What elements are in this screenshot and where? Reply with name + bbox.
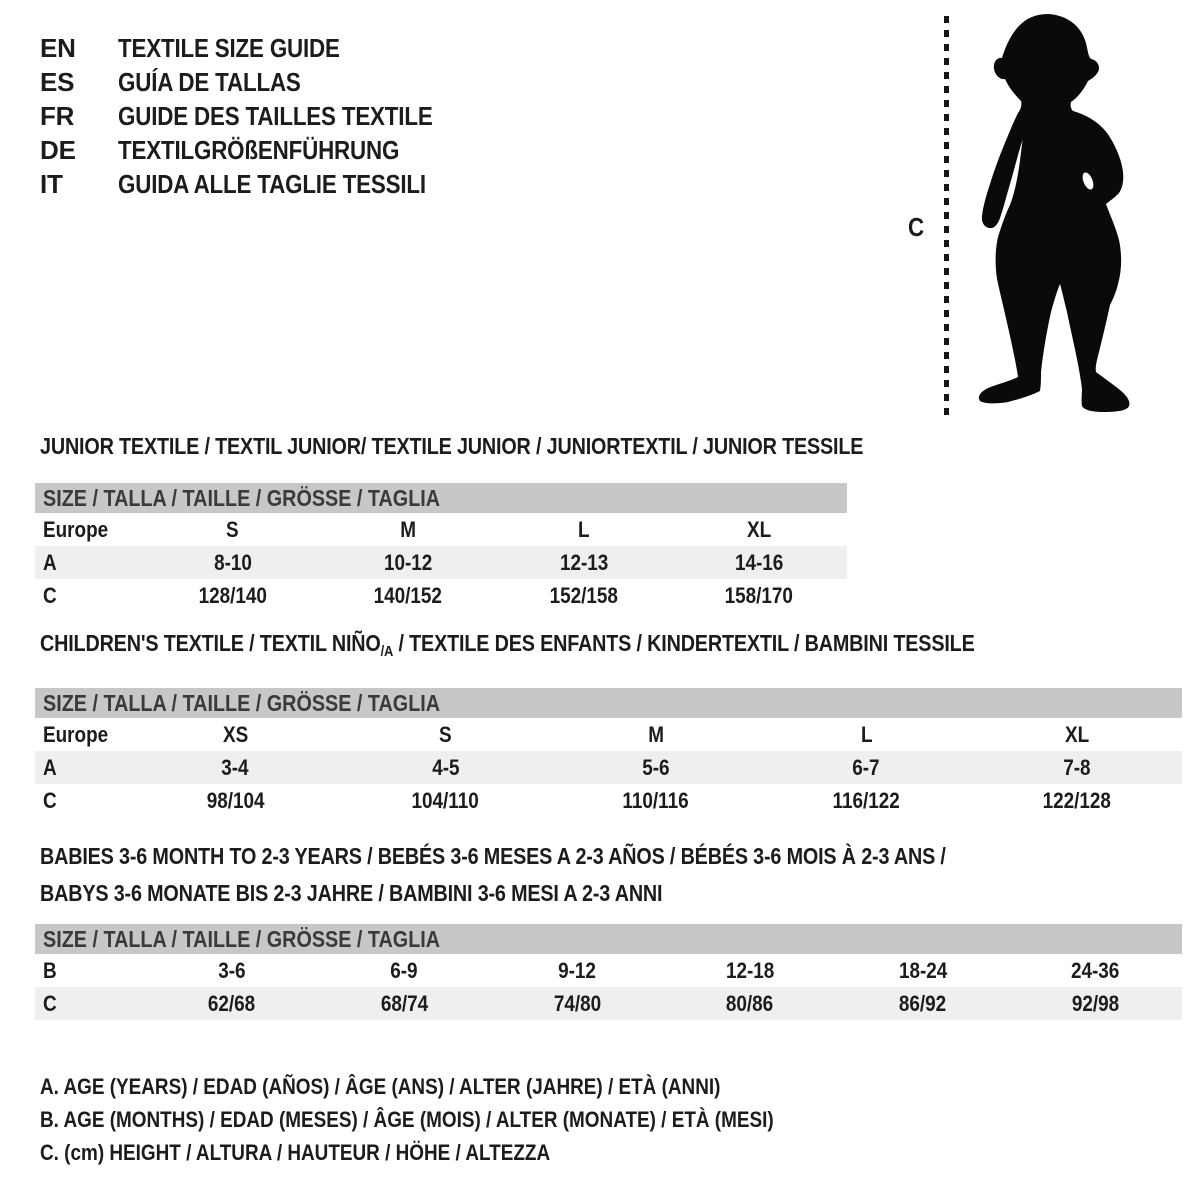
- size-cell: L: [577, 516, 590, 542]
- size-header-cell: SIZE / TALLA / TAILLE / GRÖSSE / TAGLIA: [35, 688, 1182, 718]
- size-header-cell: SIZE / TALLA / TAILLE / GRÖSSE / TAGLIA: [35, 483, 847, 513]
- value-cell: 80/86: [663, 987, 836, 1020]
- value-cell: 158/170: [725, 582, 794, 608]
- value-cell: 110/116: [622, 787, 690, 813]
- babies-section-title: [40, 838, 1093, 912]
- row-label-cell: C: [35, 987, 145, 1020]
- value-cell: 74/80: [491, 987, 664, 1020]
- value-cell: 3-6: [217, 957, 246, 983]
- value-cell: 18-24: [898, 957, 947, 983]
- value-cell: 7-8: [972, 751, 1182, 784]
- size-header-cell: SIZE / TALLA / TAILLE / GRÖSSE / TAGLIA: [35, 924, 1182, 954]
- size-cell: XL: [747, 516, 772, 542]
- value-cell: 24-36: [1071, 957, 1120, 983]
- table-row-age: [35, 751, 1182, 784]
- size-cell: S: [226, 516, 240, 542]
- value-cell: 3-4: [130, 751, 340, 784]
- language-row-de: [40, 133, 484, 167]
- value-cell: 92/98: [1009, 987, 1182, 1020]
- junior-section-title: JUNIOR TEXTILE / TEXTIL JUNIOR/ TEXTILE JUNIOR / JUNIORTEXTIL / JUNIOR TESSILE: [40, 433, 864, 459]
- value-cell: 10-12: [321, 546, 497, 579]
- value-cell: 4-5: [340, 751, 550, 784]
- value-cell: 140/152: [374, 582, 443, 608]
- nino-a-subscript: /A: [380, 643, 394, 660]
- table-row-height: [35, 579, 847, 612]
- size-cell: M: [648, 721, 664, 747]
- height-measure-dashed-line: [944, 16, 949, 416]
- language-code: ES: [40, 67, 75, 97]
- children-size-table: [35, 688, 1182, 817]
- value-cell: 12-18: [725, 957, 775, 983]
- baby-silhouette: [960, 12, 1138, 422]
- row-label-cell: A: [35, 546, 145, 579]
- value-cell: 6-9: [390, 957, 418, 983]
- value-cell: 9-12: [558, 957, 597, 983]
- table-header-row: [35, 483, 847, 513]
- value-cell: 62/68: [145, 987, 318, 1020]
- children-section-title: CHILDREN'S TEXTILE / TEXTIL $NIÑO_{/A}$ / TEXTILE DES ENFANTS / KINDERTEXTIL / BAMBINI TESSILE: [40, 630, 975, 660]
- language-code: FR: [40, 101, 75, 131]
- value-cell: 86/92: [836, 987, 1009, 1020]
- value-cell: 8-10: [145, 546, 321, 579]
- babies-title-line1: BABIES 3-6 MONTH TO 2-3 YEARS / BEBÉS 3-6 MESES A 2-3 AÑOS / BÉBÉS 3-6 MOIS À 2-3 ANS /: [40, 843, 946, 869]
- language-row-es: [40, 65, 484, 99]
- table-row-europe: [35, 718, 1182, 751]
- value-cell: 5-6: [551, 751, 761, 784]
- value-cell: 128/140: [198, 582, 267, 608]
- table-row-europe: [35, 513, 847, 546]
- language-row-en: [40, 31, 484, 65]
- language-row-fr: [40, 99, 484, 133]
- guide-title-de: TEXTILGRÖßENFÜHRUNG: [118, 135, 400, 165]
- junior-size-table: [35, 483, 847, 612]
- row-label-cell: C: [43, 582, 57, 608]
- row-label-cell: C: [43, 787, 57, 813]
- legend-age-months: B. AGE (MONTHS) / EDAD (MESES) / ÂGE (MOIS) / ALTER (MONATE) / ETÀ (MESI): [40, 1107, 774, 1132]
- value-cell: 6-7: [761, 751, 971, 784]
- legend-height-cm: C. (cm) HEIGHT / ALTURA / HAUTEUR / HÖHE / ALTEZZA: [40, 1140, 551, 1165]
- value-cell: 68/74: [318, 987, 491, 1020]
- language-title-list: [40, 31, 484, 201]
- row-label-cell: Europe: [43, 516, 109, 542]
- value-cell: 152/158: [549, 582, 618, 608]
- table-header-row: [35, 924, 1182, 954]
- value-cell: 104/110: [411, 787, 480, 813]
- guide-title-es: GUÍA DE TALLAS: [118, 67, 301, 97]
- language-row-it: [40, 167, 484, 201]
- value-cell: 98/104: [206, 787, 265, 813]
- babies-size-table: [35, 924, 1182, 1020]
- table-header-row: [35, 688, 1182, 718]
- guide-title-fr: GUIDE DES TAILLES TEXTILE: [118, 101, 433, 131]
- size-cell: M: [400, 516, 417, 542]
- legend-age-years: A. AGE (YEARS) / EDAD (AÑOS) / ÂGE (ANS) / ALTER (JAHRE) / ETÀ (ANNI): [40, 1074, 721, 1099]
- table-row-height: [35, 784, 1182, 817]
- language-code: IT: [40, 169, 63, 199]
- table-row-months: [35, 954, 1182, 987]
- size-cell: XL: [1064, 721, 1089, 747]
- size-cell: XS: [222, 721, 248, 747]
- row-label-cell: B: [43, 957, 57, 983]
- table-row-age: [35, 546, 847, 579]
- language-code: EN: [40, 33, 76, 63]
- row-label-cell: Europe: [43, 721, 109, 747]
- value-cell: 12-13: [496, 546, 672, 579]
- table-row-height: [35, 987, 1182, 1020]
- value-cell: 116/122: [832, 787, 901, 813]
- babies-title-line2: BABYS 3-6 MONATE BIS 2-3 JAHRE / BAMBINI 3-6 MESI A 2-3 ANNI: [40, 880, 663, 906]
- size-cell: L: [860, 721, 873, 747]
- height-measure-label: C: [908, 212, 925, 242]
- language-code: DE: [40, 135, 76, 165]
- row-label-cell: A: [35, 751, 130, 784]
- value-cell: 122/128: [1042, 787, 1111, 813]
- guide-title-en: TEXTILE SIZE GUIDE: [118, 33, 340, 63]
- measure-legend: [40, 1070, 893, 1169]
- value-cell: 14-16: [672, 546, 848, 579]
- guide-title-it: GUIDA ALLE TAGLIE TESSILI: [118, 169, 426, 199]
- size-cell: S: [439, 721, 452, 747]
